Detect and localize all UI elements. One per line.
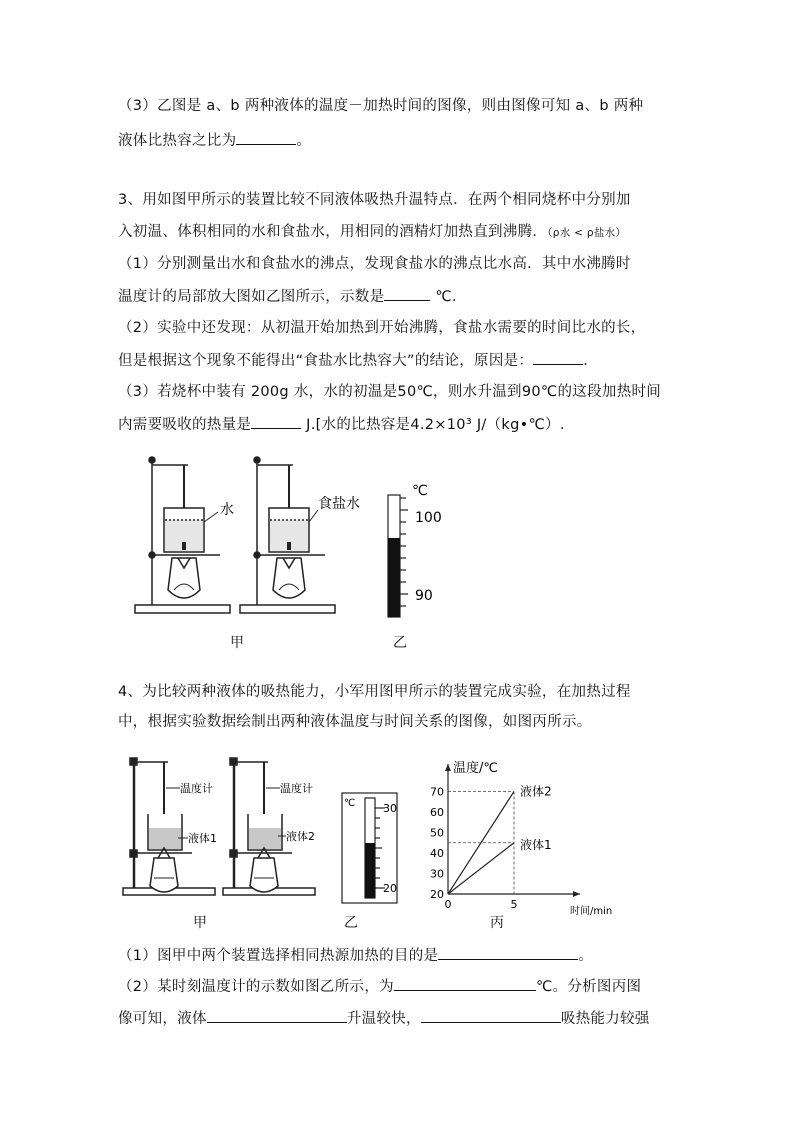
caption-yi: 乙: [393, 635, 407, 651]
series-label-2: 液体1: [520, 837, 552, 852]
y-tick-label: 50: [430, 826, 444, 840]
q4-stem-line2: 中，根据实验数据绘制出两种液体温度与时间关系的图像，如图丙所示。: [118, 714, 592, 730]
thermo-label-30: 30: [383, 802, 397, 815]
series-label-1: 液体2: [520, 784, 552, 799]
label-thermometer-1: 温度计: [180, 782, 213, 795]
y-axis-arrow: [445, 764, 451, 771]
x-axis-arrow: [573, 891, 580, 897]
q4-part2-line1: （2）某时刻温度计的示数如图乙所示，为 ℃。分析图丙图: [118, 976, 641, 997]
answer-blank[interactable]: [236, 130, 296, 145]
x-tick-label: 5: [510, 898, 518, 911]
label-liquid1: 液体1: [188, 832, 217, 845]
q4-stem-line1: 4、为比较两种液体的吸热能力，小军用图甲所示的装置完成实验，在加热过程: [118, 684, 631, 700]
q3-part1-line1: （1）分别测量出水和食盐水的沸点，发现食盐水的沸点比水高．其中水沸腾时: [118, 256, 631, 272]
label-liquid2: 液体2: [286, 830, 315, 843]
q4-caption-jia: 甲: [193, 915, 207, 931]
answer-blank[interactable]: [207, 1008, 347, 1023]
x-tick-label: 0: [444, 898, 452, 911]
caption-jia: 甲: [230, 635, 244, 651]
y-tick-label: 60: [430, 806, 444, 819]
q3-part3-line2: 内需要吸收的热量是 J.[水的比热容是4.2×10³ J/（kg•℃）.: [118, 414, 565, 435]
answer-blank[interactable]: [533, 350, 583, 365]
answer-blank[interactable]: [421, 1008, 561, 1023]
q4-part2-line2: 像可知，液体 升温较快， 吸热能力较强: [118, 1008, 650, 1029]
y-tick-label: 40: [430, 847, 444, 860]
thermometer-zoom: [388, 495, 408, 617]
label-thermometer-2: 温度计: [280, 782, 313, 795]
y-tick-label: 20: [430, 888, 444, 901]
q2-part3-line2: 液体比热容之比为 。: [118, 130, 311, 151]
density-note: （ρ水 < ρ盐水）: [547, 227, 627, 239]
heating-setup-liquid2: [223, 758, 315, 895]
thermo-label-90: 90: [415, 588, 433, 604]
y-tick-label: 70: [430, 785, 444, 799]
thermo-label-100: 100: [415, 510, 442, 526]
heating-setup-liquid1: [123, 758, 215, 895]
answer-blank[interactable]: [394, 976, 536, 991]
answer-blank[interactable]: [438, 945, 578, 960]
x-axis-label: 时间/min: [570, 906, 613, 917]
q4-caption-bing: 丙: [490, 915, 504, 931]
y-tick-label: 30: [430, 867, 444, 881]
thermo-unit: ℃: [412, 483, 428, 499]
q3-part1-line2: 温度计的局部放大图如乙图所示，示数是 ℃.: [118, 286, 457, 307]
q3-apparatus-figure: [130, 450, 460, 630]
label-water: 水: [220, 502, 234, 518]
label-salt-water: 食盐水: [318, 496, 360, 512]
q4-apparatus-figure: [120, 748, 450, 918]
q4-caption-yi: 乙: [344, 915, 358, 931]
q3-stem-line1: 3、用如图甲所示的装置比较不同液体吸热升温特点．在两个相同烧杯中分别加: [118, 192, 631, 208]
series-line-2: [448, 843, 514, 894]
q3-part2-line1: （2）实验中还发现：从初温开始加热到开始沸腾，食盐水需要的时间比水的长，: [118, 320, 646, 336]
temperature-time-chart: [420, 752, 630, 920]
q3-stem-line2: 入初温、体积相同的水和食盐水，用相同的酒精灯加热直到沸腾．（ρ水 < ρ盐水）: [118, 224, 627, 240]
answer-blank[interactable]: [251, 414, 301, 429]
answer-blank[interactable]: [384, 286, 430, 301]
y-axis-label: 温度/℃: [453, 761, 498, 776]
q4-part1: （1）图甲中两个装置选择相同热源加热的目的是 。: [118, 945, 593, 966]
thermo-label-20: 20: [383, 882, 397, 895]
heating-setup-water: [135, 457, 230, 613]
q3-part2-line2: 但是根据这个现象不能得出“食盐水比热容大”的结论，原因是： ．: [118, 350, 598, 371]
thermo-unit-q4: ℃: [344, 798, 356, 809]
q2-part3-line1: （3）乙图是 a、b 两种液体的温度－加热时间的图像，则由图像可知 a、b 两种: [118, 98, 644, 114]
heating-setup-salt-water: [240, 457, 335, 613]
q3-part3-line1: （3）若烧杯中装有 200g 水，水的初温是50℃，则水升温到90℃的这段加热时间: [118, 384, 662, 400]
